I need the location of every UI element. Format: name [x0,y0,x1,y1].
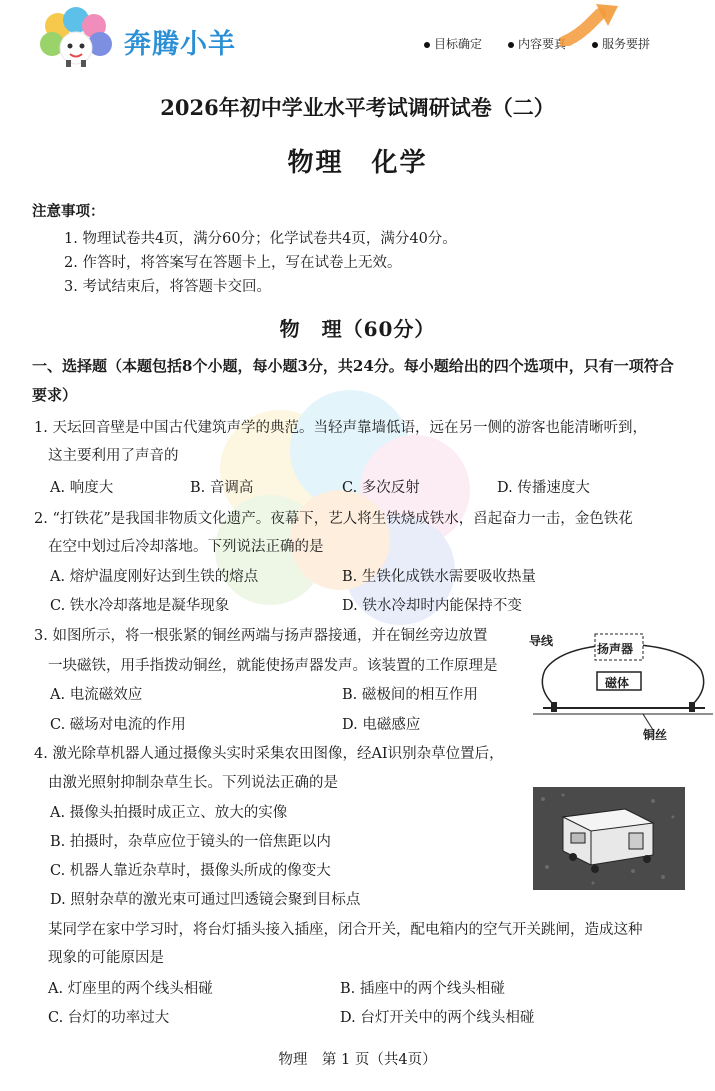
note-item: 2. 作答时，将答案写在答题卡上，写在试卷上无效。 [64,255,402,271]
question-2-stem-cont: 在空中划过后冷却落地。下列说法正确的是 [48,539,324,555]
q4-option-b[interactable]: B. 拍摄时，杂草应位于镜头的一倍焦距以内 [50,834,331,850]
question-1-stem: 1. 天坛回音壁是中国古代建筑声学的典范。当轻声靠墙低语，远在另一侧的游客也能清晰听到， [34,420,647,436]
bullet-icon [508,42,514,48]
q4-option-d[interactable]: D. 照射杂草的激光束可通过凹透镜会聚到目标点 [50,892,361,908]
q4-option-c[interactable]: C. 机器人靠近杂草时，摄像头所成的像变大 [50,863,331,879]
question-5-stem: 某同学在家中学习时，将台灯插头接入插座，闭合开关，配电箱内的空气开关跳闸，造成这种 [48,922,643,938]
q4-option-a[interactable]: A. 摄像头拍摄时成正立、放大的实像 [50,805,288,821]
sheep-logo-icon [36,6,126,68]
bullet-icon [424,42,430,48]
part-heading: 一、选择题（本题包括8个小题，每小题3分，共24分。每小题给出的四个选项中，只有一项符合 [32,357,674,375]
q5-option-c[interactable]: C. 台灯的功率过大 [48,1010,170,1026]
copper-wire-label: 铜丝 [643,728,668,742]
question-4-stem: 4. 激光除草机器人通过摄像头实时采集农田图像，经AI识别杂草位置后， [34,746,504,762]
question-3-stem: 3. 如图所示，将一根张紧的铜丝两端与扬声器接通，并在铜丝旁边放置 [34,628,488,644]
q3-option-d[interactable]: D. 电磁感应 [342,717,421,733]
q2-option-a[interactable]: A. 熔炉温度刚好达到生铁的熔点 [50,569,259,585]
weeding-robot-photo [533,787,685,890]
part-heading-cont: 要求） [32,386,78,404]
q1-option-d[interactable]: D. 传播速度大 [497,480,590,496]
q5-option-b[interactable]: B. 插座中的两个线头相碰 [340,981,505,997]
q1-option-b[interactable]: B. 音调高 [190,480,254,496]
brand-name: 奔腾小羊 [124,29,236,60]
question-3-stem-cont: 一块磁铁，用手指拨动铜丝，就能使扬声器发声。该装置的工作原理是 [48,658,498,674]
slogan-1: 目标确定 [424,35,482,52]
speaker-circuit-diagram [529,630,713,742]
page-footer: 物理 第 1 页（共4页） [278,1052,437,1068]
exam-subtitle: 物理 化学 [287,148,428,178]
q3-option-c[interactable]: C. 磁场对电流的作用 [50,717,186,733]
exam-title: 2026年初中学业水平考试调研试卷（二） [160,95,555,120]
brand-logo [36,6,126,68]
question-4-stem-cont: 由激光照射抑制杂草生长。下列说法正确的是 [48,775,338,791]
magnet-label: 磁体 [605,676,630,690]
question-5-stem-cont: 现象的可能原因是 [48,950,164,966]
q1-option-c[interactable]: C. 多次反射 [342,480,420,496]
note-item: 3. 考试结束后，将答题卡交回。 [64,279,271,295]
question-1-stem-cont: 这主要利用了声音的 [48,448,179,464]
question-2-stem: 2. “打铁花”是我国非物质文化遗产。夜幕下，艺人将生铁烧成铁水，舀起奋力一击，金色铁花 [34,511,633,527]
q1-option-a[interactable]: A. 响度大 [50,480,114,496]
q5-option-d[interactable]: D. 台灯开关中的两个线头相碰 [340,1010,535,1026]
notes-heading: 注意事项： [32,203,105,220]
q3-option-b[interactable]: B. 磁极间的相互作用 [342,687,478,703]
slogan-2: 内容要真 [508,35,566,52]
q2-option-d[interactable]: D. 铁水冷却时内能保持不变 [342,598,522,614]
q3-option-a[interactable]: A. 电流磁效应 [50,687,143,703]
note-item: 1. 物理试卷共4页，满分60分；化学试卷共4页，满分40分。 [64,231,457,247]
speaker-label: 扬声器 [597,642,634,656]
q2-option-c[interactable]: C. 铁水冷却落地是凝华现象 [50,598,230,614]
orange-arrow-icon [560,2,620,46]
section-title: 物 理（60分） [279,317,436,341]
q2-option-b[interactable]: B. 生铁化成铁水需要吸收热量 [342,569,536,585]
wire-label: 导线 [529,634,554,648]
q5-option-a[interactable]: A. 灯座里的两个线头相碰 [48,981,213,997]
slogan-3: 服务要拼 [592,35,650,52]
